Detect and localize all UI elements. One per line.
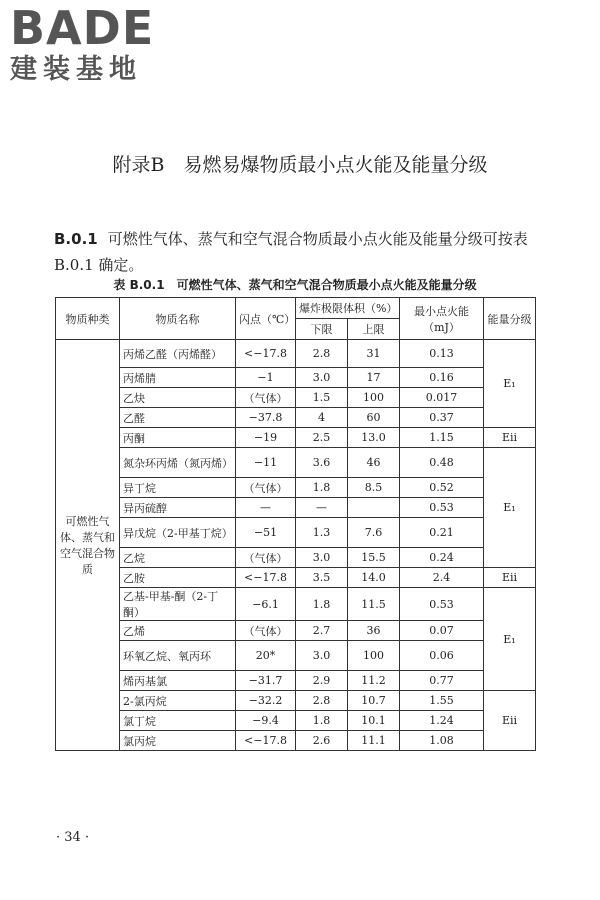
header-limits: 爆炸极限体积（%）: [296, 298, 400, 319]
bade-logo: [10, 1, 155, 86]
table-row: [56, 621, 536, 641]
logo-subtitle: 建装基地: [10, 54, 142, 85]
energy-cell: 0.16: [400, 368, 484, 388]
name-cell: 丙烯乙醛（丙烯醛）: [120, 340, 236, 368]
lower-cell: 2.5: [296, 428, 348, 448]
lower-cell: 4: [296, 408, 348, 428]
flash-cell: −51: [236, 518, 296, 548]
name-cell: 乙基-甲基-酮（2-丁酮）: [120, 588, 236, 621]
table-row: [56, 641, 536, 671]
table-row: [56, 691, 536, 711]
table-row: [56, 448, 536, 478]
flash-cell: 20*: [236, 641, 296, 671]
lower-cell: 1.3: [296, 518, 348, 548]
grade-cell: E₁: [484, 588, 536, 691]
table-row: [56, 498, 536, 518]
upper-cell: 36: [348, 621, 400, 641]
table-row: [56, 518, 536, 548]
table-caption: 表 B.0.1 可燃性气体、蒸气和空气混合物质最小点火能及能量分级: [113, 278, 477, 292]
logo-wordmark: BADE: [10, 1, 155, 55]
name-cell: 异丙硫醇: [120, 498, 236, 518]
upper-cell: [348, 498, 400, 518]
grade-cell: Eⅱ: [484, 691, 536, 751]
lower-cell: —: [296, 498, 348, 518]
upper-cell: 14.0: [348, 568, 400, 588]
upper-cell: 11.5: [348, 588, 400, 621]
energy-cell: 0.24: [400, 548, 484, 568]
upper-cell: 8.5: [348, 478, 400, 498]
header-flash: 闪点（℃）: [236, 298, 296, 340]
name-cell: 氯丁烷: [120, 711, 236, 731]
energy-cell: 1.15: [400, 428, 484, 448]
flash-cell: （气体）: [236, 621, 296, 641]
lower-cell: 3.0: [296, 368, 348, 388]
lower-cell: 1.5: [296, 388, 348, 408]
table-row: [56, 428, 536, 448]
flash-cell: <−17.8: [236, 731, 296, 751]
grade-cell: E₁: [484, 340, 536, 428]
flash-cell: −31.7: [236, 671, 296, 691]
name-cell: 乙烯: [120, 621, 236, 641]
page-number: · 34 ·: [56, 830, 90, 845]
energy-cell: 1.24: [400, 711, 484, 731]
upper-cell: 17: [348, 368, 400, 388]
energy-cell: 0.52: [400, 478, 484, 498]
table-row: [56, 478, 536, 498]
flash-cell: −32.2: [236, 691, 296, 711]
category-cell: 可燃性气体、蒸气和空气混合物质: [56, 340, 120, 751]
header-lower: 下限: [296, 319, 348, 340]
lower-cell: 2.8: [296, 340, 348, 368]
name-cell: 环氧乙烷、氧丙环: [120, 641, 236, 671]
lower-cell: 1.8: [296, 711, 348, 731]
clause-number: B.0.1: [54, 230, 98, 248]
flash-cell: −6.1: [236, 588, 296, 621]
energy-cell: 0.13: [400, 340, 484, 368]
lower-cell: 1.8: [296, 588, 348, 621]
header-grade: 能量分级: [484, 298, 536, 340]
upper-cell: 31: [348, 340, 400, 368]
energy-cell: 1.55: [400, 691, 484, 711]
name-cell: 丙烯腈: [120, 368, 236, 388]
energy-cell: 2.4: [400, 568, 484, 588]
flash-cell: −11: [236, 448, 296, 478]
header-name: 物质名称: [120, 298, 236, 340]
appendix-heading: 附录B 易燃易爆物质最小点火能及能量分级: [112, 154, 488, 176]
flash-cell: <−17.8: [236, 340, 296, 368]
upper-cell: 13.0: [348, 428, 400, 448]
lower-cell: 1.8: [296, 478, 348, 498]
lower-cell: 3.0: [296, 548, 348, 568]
table-row: [56, 568, 536, 588]
energy-table: [55, 297, 536, 751]
name-cell: 氯丙烷: [120, 731, 236, 751]
upper-cell: 46: [348, 448, 400, 478]
flash-cell: −9.4: [236, 711, 296, 731]
lower-cell: 2.8: [296, 691, 348, 711]
name-cell: 乙胺: [120, 568, 236, 588]
energy-cell: 0.21: [400, 518, 484, 548]
energy-cell: 0.017: [400, 388, 484, 408]
name-cell: 乙醛: [120, 408, 236, 428]
upper-cell: 7.6: [348, 518, 400, 548]
name-cell: 乙烷: [120, 548, 236, 568]
upper-cell: 10.1: [348, 711, 400, 731]
clause-text: 可燃性气体、蒸气和空气混合物质最小点火能及能量分级可按表 B.0.1 确定。: [54, 230, 528, 274]
energy-cell: 1.08: [400, 731, 484, 751]
grade-cell: Eⅱ: [484, 428, 536, 448]
table-row: [56, 671, 536, 691]
flash-cell: <−17.8: [236, 568, 296, 588]
flash-cell: −37.8: [236, 408, 296, 428]
table-row: [56, 731, 536, 751]
energy-cell: 0.48: [400, 448, 484, 478]
energy-cell: 0.06: [400, 641, 484, 671]
energy-cell: 0.07: [400, 621, 484, 641]
upper-cell: 11.1: [348, 731, 400, 751]
lower-cell: 2.6: [296, 731, 348, 751]
clause-paragraph: [54, 226, 554, 278]
lower-cell: 3.6: [296, 448, 348, 478]
upper-cell: 10.7: [348, 691, 400, 711]
grade-cell: E₁: [484, 448, 536, 568]
flash-cell: （气体）: [236, 478, 296, 498]
lower-cell: 2.7: [296, 621, 348, 641]
header-energy: 最小点火能（mJ）: [400, 298, 484, 340]
upper-cell: 100: [348, 641, 400, 671]
name-cell: 2-氯丙烷: [120, 691, 236, 711]
flash-cell: −19: [236, 428, 296, 448]
upper-cell: 100: [348, 388, 400, 408]
header-category: 物质种类: [56, 298, 120, 340]
energy-cell: 0.53: [400, 588, 484, 621]
header-upper: 上限: [348, 319, 400, 340]
name-cell: 烯丙基氯: [120, 671, 236, 691]
table-row: [56, 340, 536, 368]
energy-cell: 0.77: [400, 671, 484, 691]
name-cell: 乙炔: [120, 388, 236, 408]
flash-cell: （气体）: [236, 548, 296, 568]
name-cell: 丙酮: [120, 428, 236, 448]
upper-cell: 15.5: [348, 548, 400, 568]
name-cell: 氮杂环丙烯（氮丙烯）: [120, 448, 236, 478]
lower-cell: 2.9: [296, 671, 348, 691]
flash-cell: （气体）: [236, 388, 296, 408]
lower-cell: 3.5: [296, 568, 348, 588]
table-row: [56, 408, 536, 428]
name-cell: 异丁烷: [120, 478, 236, 498]
upper-cell: 60: [348, 408, 400, 428]
flash-cell: −1: [236, 368, 296, 388]
lower-cell: 3.0: [296, 641, 348, 671]
energy-cell: 0.37: [400, 408, 484, 428]
table-row: [56, 548, 536, 568]
energy-cell: 0.53: [400, 498, 484, 518]
flash-cell: —: [236, 498, 296, 518]
table-row: [56, 388, 536, 408]
upper-cell: 11.2: [348, 671, 400, 691]
name-cell: 异戊烷（2-甲基丁烷）: [120, 518, 236, 548]
table-row: [56, 711, 536, 731]
table-row: [56, 368, 536, 388]
table-row: [56, 588, 536, 621]
grade-cell: Eⅱ: [484, 568, 536, 588]
